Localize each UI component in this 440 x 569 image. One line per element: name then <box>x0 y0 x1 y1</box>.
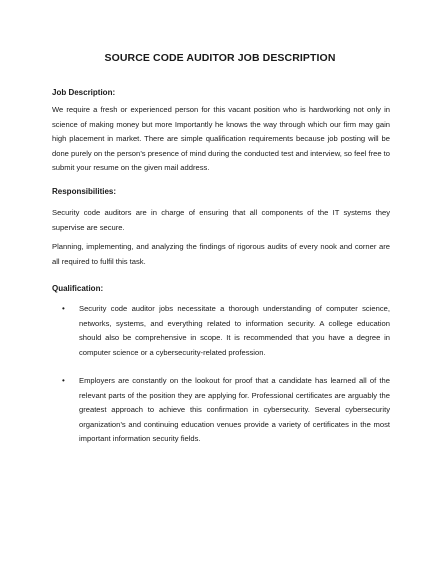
bullet-icon: • <box>62 304 65 313</box>
section-heading-responsibilities: Responsibilities: <box>52 187 117 196</box>
list-item <box>52 302 390 360</box>
qualification-item-text: Security code auditor jobs necessitate a thorough understanding of computer science, networks, systems, and everything related to information security. A college education should also be comprehensive in scope. It is recommended that you have a degree in computer science or a cybersecurity-related profession. <box>79 304 390 357</box>
qualification-item-text: Employers are constantly on the lookout for proof that a candidate has learned all of the relevant parts of the position they are applying for. Professional certificates are arguably the greatest approach to achieve this confirmation in cybersecurity. Several cybersecurity organization’s and continuing education venues provide a variety of certificates in the most important information security fields. <box>79 376 390 443</box>
list-item <box>52 374 390 447</box>
responsibilities-paragraph-2: Planning, implementing, and analyzing the findings of rigorous audits of every nook and corner are all required to fulfil this task. <box>52 242 390 266</box>
section-job-description <box>52 88 390 176</box>
qualification-list <box>52 302 390 447</box>
document-title: SOURCE CODE AUDITOR JOB DESCRIPTION <box>104 52 336 64</box>
section-heading-job-description: Job Description: <box>52 88 116 97</box>
section-heading-qualification: Qualification: <box>52 284 104 293</box>
responsibilities-paragraph-1: Security code auditors are in charge of ensuring that all components of the IT systems they supervise are secure. <box>52 208 390 232</box>
bullet-icon: • <box>62 376 65 385</box>
section-qualification <box>52 284 390 447</box>
job-description-paragraph: We require a fresh or experienced person for this vacant position who is hardworking not only in science of making money but more Importantly he knows the way through which our firm may gain high placement in market. There are simple qualification requirements because job posting will be done purely on the person’s presence of mind during the conducted test and interview, so feel free to submit your resume on the given mail address. <box>52 105 390 172</box>
section-responsibilities <box>52 187 390 269</box>
